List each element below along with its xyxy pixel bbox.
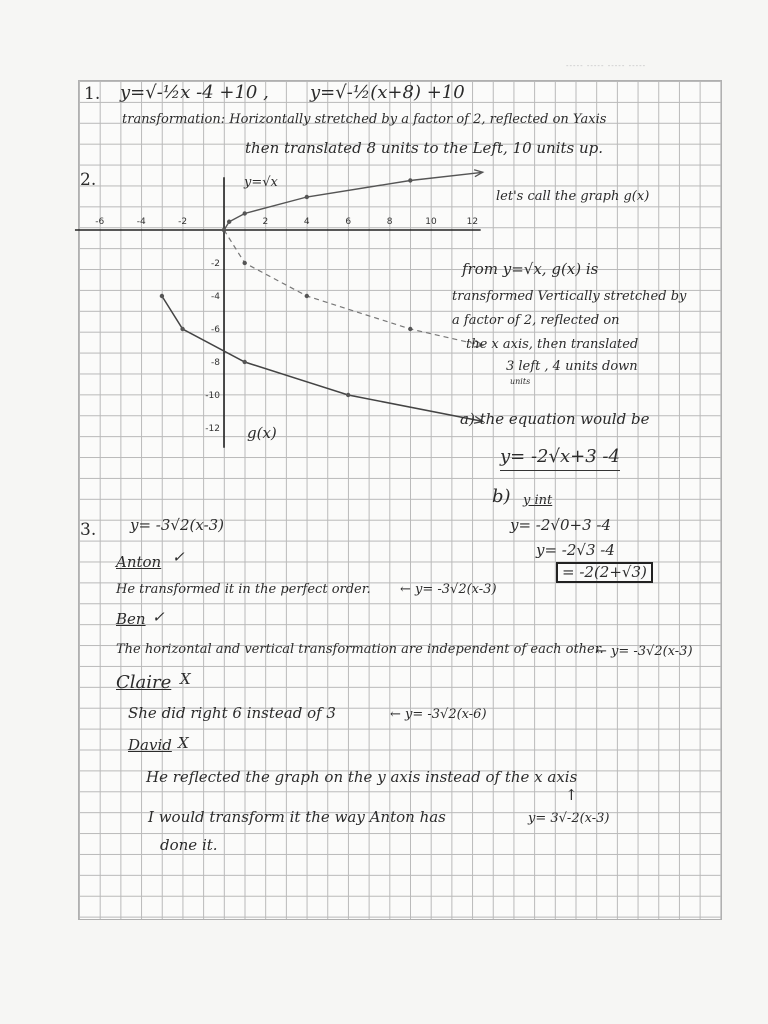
part-b-yint: y int [523, 493, 553, 508]
q3-equation: y= -3√2(x-3) [130, 516, 225, 534]
data-point [227, 220, 231, 224]
data-point [243, 261, 247, 265]
from-line-4: the x axis, then translated [466, 337, 639, 352]
conclusion-line-1: I would transform it the way Anton has [148, 808, 446, 826]
part-b-answer: = -2(2+√3) [556, 562, 653, 583]
curve-series-1 [224, 230, 483, 346]
ben-text: The horizontal and vertical transformation are independent of each other. [116, 642, 604, 657]
x-tick-label: -4 [136, 217, 146, 227]
q1-equation-2: y=√-½(x+8) +10 [310, 82, 465, 103]
from-line-3: a factor of 2, reflected on [452, 313, 620, 328]
from-line-5: 3 left , 4 units down [506, 359, 638, 374]
ben-mark: ✓ [152, 608, 165, 626]
from-line-1: from y=√x, g(x) is [462, 260, 599, 278]
curves [160, 170, 483, 424]
x-tick-label: 2 [262, 217, 269, 227]
call-graph-text: let's call the graph g(x) [496, 189, 650, 204]
part-a-label: a) the equation would be [460, 410, 650, 428]
data-point [243, 360, 247, 364]
part-a-equation: y= -2√x+3 -4 [500, 448, 620, 471]
anton-text: He transformed it in the perfect order. [116, 582, 371, 597]
g-of-x-label: g(x) [247, 424, 277, 442]
data-point [160, 294, 164, 298]
data-point [305, 195, 309, 199]
y-tick-label: -10 [205, 391, 220, 401]
claire-equation: ← y= -3√2(x-6) [390, 707, 487, 722]
units-small: units [510, 377, 531, 386]
part-b-label: b) [492, 486, 511, 507]
david-mark: X [178, 734, 189, 752]
y-tick-label: -2 [211, 259, 220, 269]
david-text: He reflected the graph on the y axis instead of the x axis [146, 768, 578, 786]
ben-equation: ← y= -3√2(x-3) [596, 644, 693, 659]
david-name: David [128, 736, 172, 754]
q1-translation-line: then translated 8 units to the Left, 10 units up. [245, 139, 604, 157]
anton-mark: ✓ [172, 548, 185, 566]
data-point [180, 327, 184, 331]
david-equation: y= 3√-2(x-3) [528, 811, 610, 826]
part-b-step-2: y= -2√3 -4 [536, 541, 615, 559]
x-tick-label: 6 [345, 217, 352, 227]
y-tick-label: -12 [205, 424, 220, 434]
conclusion-line-2: done it. [160, 836, 218, 854]
data-point [408, 327, 412, 331]
claire-text: She did right 6 instead of 3 [128, 704, 336, 722]
q1-number: 1. [84, 84, 101, 104]
y-tick-label: -4 [211, 292, 220, 302]
x-tick-label: -2 [178, 217, 188, 227]
claire-name: Claire [116, 672, 172, 693]
x-tick-label: -6 [95, 217, 105, 227]
x-tick-label: 4 [303, 217, 310, 227]
x-tick-label: 8 [386, 217, 393, 227]
david-arrow: ↑ [565, 786, 578, 804]
q1-equation-1: y=√-½x -4 +10 , [120, 82, 269, 103]
anton-equation: ← y= -3√2(x-3) [400, 582, 497, 597]
x-tick-label: 12 [466, 217, 479, 227]
q1-transformation-line: transformation: Horizontally stretched by a factor of 2, reflected on Yaxis [122, 112, 607, 127]
y-tick-label: -6 [211, 325, 220, 335]
q2-number: 2. [80, 170, 97, 190]
y-tick-label: -8 [211, 358, 220, 368]
claire-mark: X [180, 670, 191, 688]
part-b-step-1: y= -2√0+3 -4 [510, 516, 612, 534]
data-point [222, 228, 226, 232]
data-point [305, 294, 309, 298]
tick-labels [95, 217, 478, 434]
x-tick-label: 10 [425, 217, 437, 227]
anton-name: Anton [116, 553, 162, 571]
ben-name: Ben [116, 610, 146, 628]
data-point [243, 211, 247, 215]
data-point [346, 393, 350, 397]
faint-header: ----- ----- ----- ----- [566, 62, 647, 70]
q3-number: 3. [80, 520, 97, 540]
data-point [408, 178, 412, 182]
from-line-2: transformed Vertically stretched by [452, 289, 687, 304]
sqrt-curve-label: y=√x [244, 175, 278, 190]
